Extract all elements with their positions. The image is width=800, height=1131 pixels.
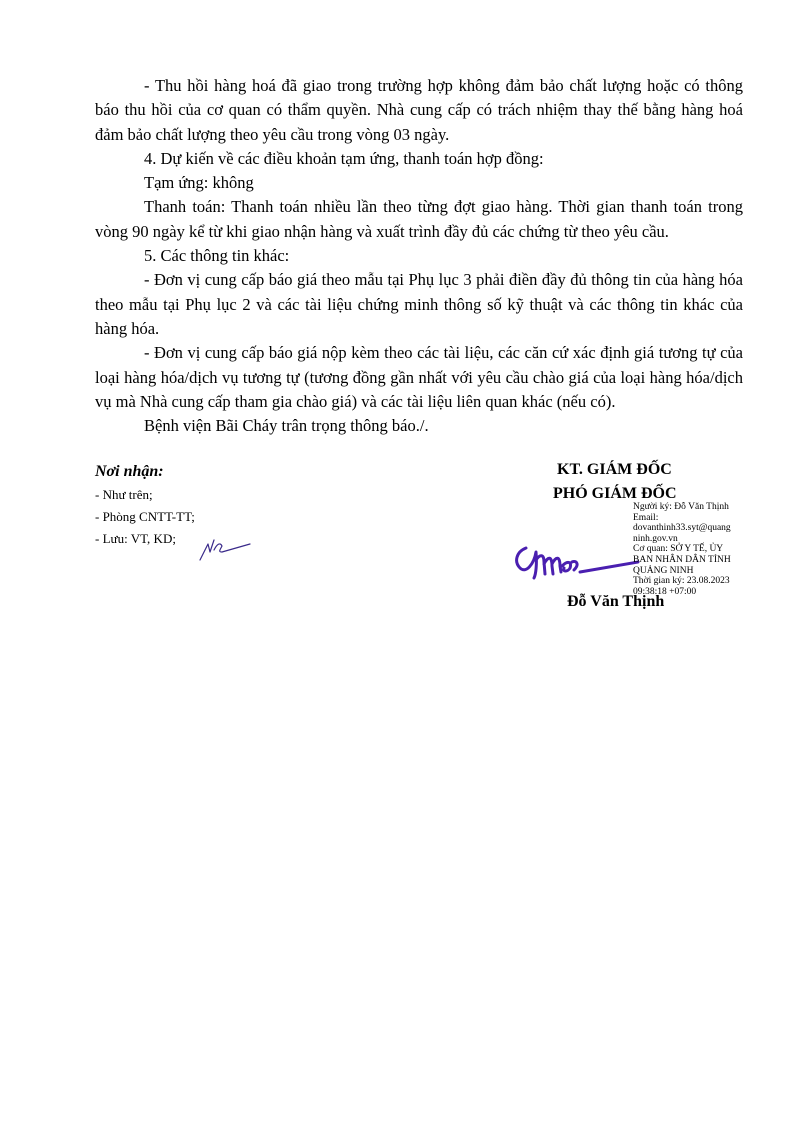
signature-email-cont: ninh.gov.vn — [633, 533, 678, 544]
paragraph-payment-heading: 4. Dự kiến về các điều khoản tạm ứng, thanh toán hợp đồng: — [144, 148, 544, 168]
signer-name: Đỗ Văn Thịnh — [567, 593, 665, 610]
signature-email-label: Email: — [633, 512, 659, 523]
handwritten-signature — [512, 538, 642, 586]
signature-agency-cont: QUẢNG NINH — [633, 565, 694, 576]
signature-agency-cont: BAN NHÂN DÂN TỈNH — [633, 554, 731, 565]
initials-mark — [198, 530, 254, 562]
recipient-item: - Phòng CNTT-TT; — [95, 509, 195, 524]
paragraph-closing: Bệnh viện Bãi Cháy trân trọng thông báo./. — [144, 416, 429, 436]
signer-role-line1: KT. GIÁM ĐỐC — [557, 461, 672, 478]
paragraph-advance: Tạm ứng: không — [144, 173, 254, 193]
document-body — [95, 74, 743, 438]
paragraph-other-info-heading: 5. Các thông tin khác: — [144, 246, 290, 266]
digital-signature-info — [633, 502, 763, 597]
signature-email: dovanthinh33.syt@quang — [633, 523, 731, 534]
paragraph-recall-goods: - Thu hồi hàng hoá đã giao trong trường hợp không đảm bảo chất lượng hoặc có thông báo thu hồi của cơ quan có thẩm quyền. Nhà cung cấp có trách nhiệm thay thế bằng hàng hoá đảm bảo chất lượng theo yêu cầu trong vòng 03 ngày. — [95, 76, 743, 144]
recipient-item: - Lưu: VT, KD; — [95, 531, 176, 546]
paragraph-quote-form: - Đơn vị cung cấp báo giá theo mẫu tại Phụ lục 3 phải điền đầy đủ thông tin của hàng hóa theo mẫu tại Phụ lục 2 và các tài liệu chứng minh thông số kỹ thuật và các thông tin khác của hàng hóa. — [95, 270, 743, 338]
signature-time: Thời gian ký: 23.08.2023 — [633, 576, 730, 587]
signature-time-cont: 09:38:18 +07:00 — [633, 586, 697, 597]
signature-signer: Người ký: Đỗ Văn Thịnh — [633, 502, 729, 512]
recipients-title: Nơi nhận: — [95, 463, 164, 480]
recipient-item: - Như trên; — [95, 487, 153, 502]
paragraph-payment-terms: Thanh toán: Thanh toán nhiều lần theo từng đợt giao hàng. Thời gian thanh toán trong vòng 90 ngày kể từ khi giao nhận hàng và xuất trình đầy đủ các chứng từ theo yêu cầu. — [95, 197, 743, 241]
paragraph-supporting-documents: - Đơn vị cung cấp báo giá nộp kèm theo các tài liệu, các căn cứ xác định giá tương tự của loại hàng hóa/dịch vụ tương tự (tương đồng gần nhất với yêu cầu chào giá của loại hàng hóa/dịch vụ mà Nhà cung cấp tham gia chào giá) và các tài liệu liên quan khác (nếu có). — [95, 343, 743, 411]
signature-agency: Cơ quan: SỞ Y TẾ, ỦY — [633, 544, 724, 555]
signer-role-line2: PHÓ GIÁM ĐỐC — [553, 485, 677, 502]
